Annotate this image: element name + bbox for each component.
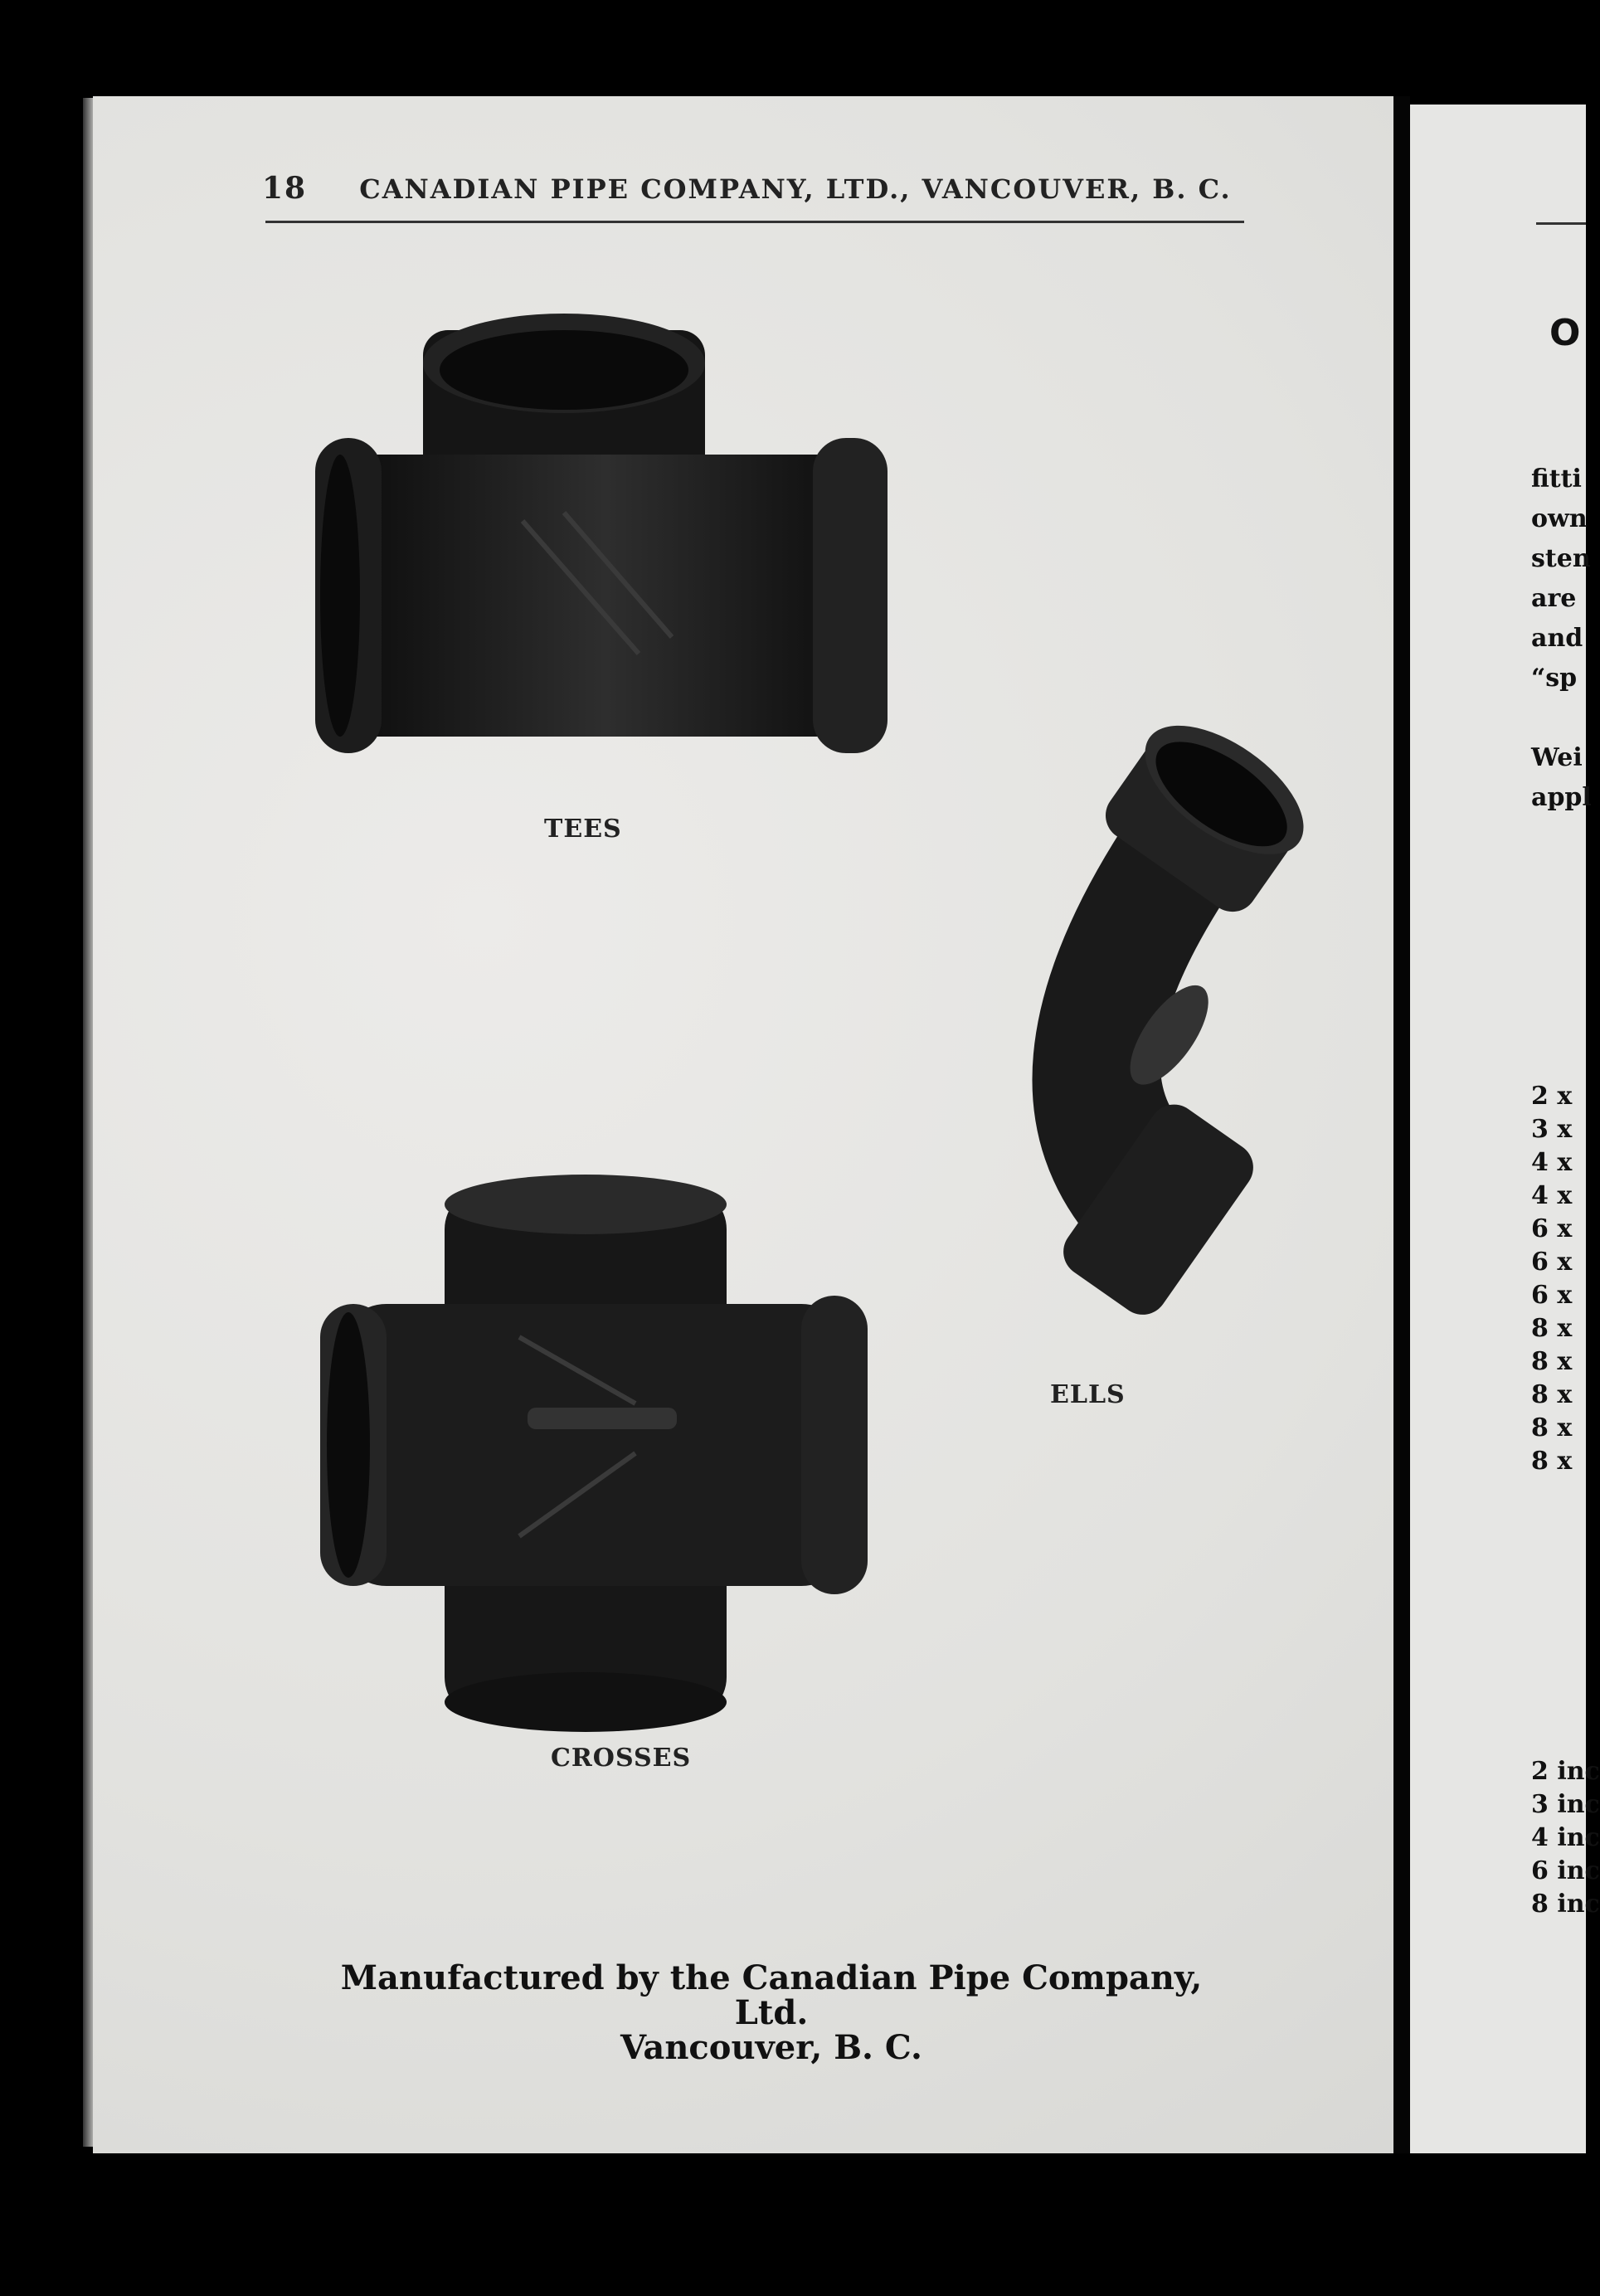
book-gutter [1393, 96, 1410, 2153]
size-list-item: 6 x [1531, 1248, 1573, 1277]
size-list-item: 6 x [1531, 1281, 1573, 1310]
size-list-item: 2 x [1531, 1082, 1573, 1111]
right-para1-line: are [1531, 584, 1577, 613]
right-para2-line: Wei [1531, 743, 1583, 772]
header-rule [265, 221, 1244, 223]
page-number: 18 [262, 171, 308, 206]
ells-caption: ELLS [1050, 1380, 1126, 1409]
right-para1-line: and [1531, 624, 1583, 653]
cross-fitting-image [320, 1171, 868, 1735]
running-title: CANADIAN PIPE COMPANY, LTD., VANCOUVER, B. C. [359, 173, 1232, 205]
ell-fitting-image [904, 705, 1319, 1385]
size-list-item: 4 x [1531, 1181, 1573, 1210]
inch-list-item: 2 inc [1531, 1757, 1600, 1786]
size-list-item: 8 x [1531, 1447, 1573, 1476]
inch-list-item: 6 inc [1531, 1856, 1600, 1885]
inch-list-item: 8 inc [1531, 1890, 1600, 1919]
running-head [262, 171, 1246, 206]
size-list-item: 4 x [1531, 1148, 1573, 1177]
tees-caption: TEES [544, 815, 622, 844]
size-list-item: 8 x [1531, 1314, 1573, 1343]
right-header-rule [1536, 222, 1586, 225]
crosses-caption: CROSSES [551, 1744, 692, 1773]
inch-list-item: 3 inc [1531, 1790, 1600, 1819]
tee-fitting-image [315, 305, 896, 770]
right-para2-line: appl [1531, 783, 1592, 812]
right-para1-line: own [1531, 504, 1588, 533]
right-para1-line: sten [1531, 544, 1591, 573]
size-list-item: 6 x [1531, 1214, 1573, 1243]
footer-line-2: Vancouver, B. C. [620, 2028, 922, 2067]
size-list-item: 8 x [1531, 1380, 1573, 1409]
right-para1-line: fitti [1531, 465, 1582, 494]
size-list-item: 3 x [1531, 1115, 1573, 1144]
size-list-item: 8 x [1531, 1347, 1573, 1376]
right-heading-fragment: O [1549, 312, 1581, 354]
inch-list-item: 4 inc [1531, 1823, 1600, 1852]
size-list-item: 8 x [1531, 1413, 1573, 1442]
footer-line-1: Manufactured by the Canadian Pipe Company, Ltd. [340, 1958, 1203, 2032]
right-para1-line: “sp [1531, 664, 1578, 693]
manufacturer-footer [315, 1958, 1228, 2067]
